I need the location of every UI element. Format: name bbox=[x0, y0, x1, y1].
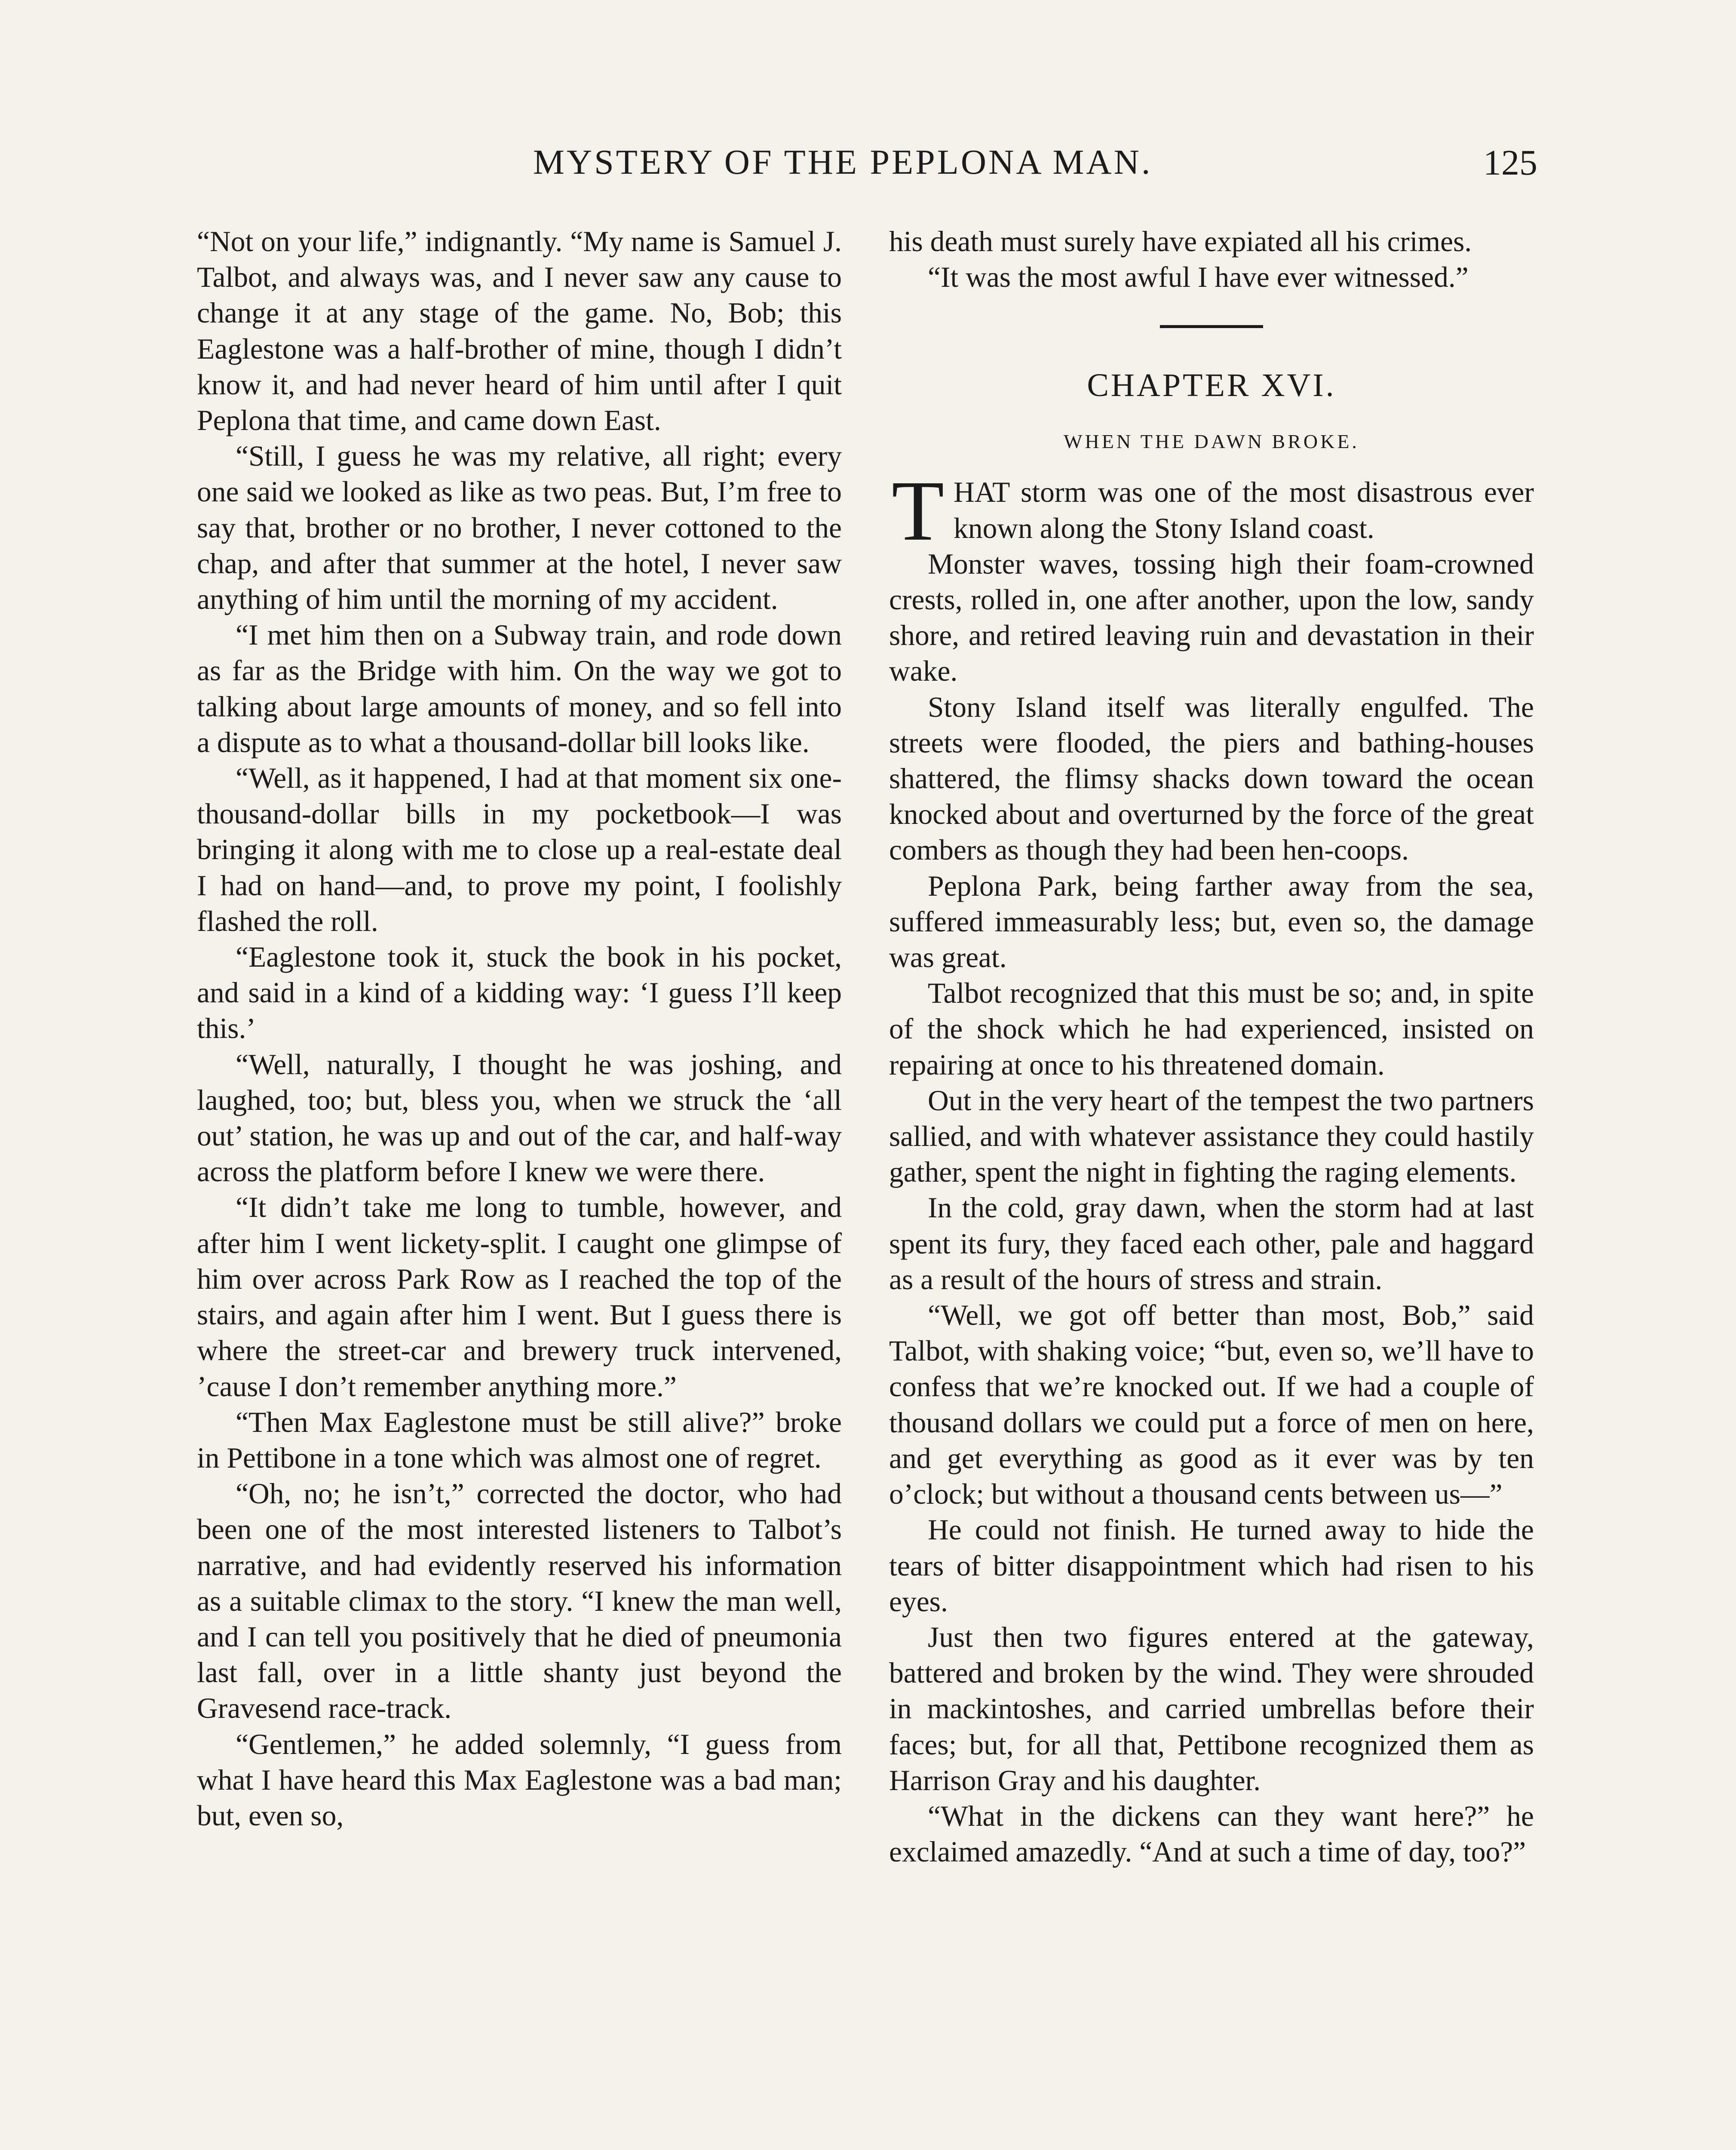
paragraph: “What in the dickens can they want here?” he exclaimed amazedly. “And at such a time of day, too?” bbox=[889, 1800, 1534, 1868]
chapter-subtitle: WHEN THE DAWN BROKE. bbox=[1064, 430, 1359, 453]
paragraph: Monster waves, tossing high their foam-crowned crests, rolled in, one after another, upon the low, sandy shore, and retired leaving ruin and devastation in their wake. bbox=[889, 547, 1534, 688]
paragraph: In the cold, gray dawn, when the storm had at last spent its fury, they faced each other, pale and haggard as a result of the hours of stress and strain. bbox=[889, 1192, 1534, 1296]
paragraph: “Then Max Eaglestone must be still alive?” broke in Pettibone in a tone which was almost one of regret. bbox=[197, 1406, 842, 1474]
page-number: 125 bbox=[1483, 143, 1537, 183]
paragraph: Stony Island itself was literally engulfed. The streets were flooded, the piers and bathing-houses shattered, the flimsy shacks down toward the ocean knocked about and overturned by the force of the great combers as though they had been hen-coops. bbox=[889, 691, 1534, 866]
paragraph: “Well, naturally, I thought he was joshing, and laughed, too; but, bless you, when we struck the ‘all out’ station, he was up and out of the car, and half-way across the platform before I knew we were there. bbox=[197, 1048, 842, 1188]
paragraph: “Still, I guess he was my relative, all right; every one said we looked as like as two peas. But, I’m free to say that, brother or no brother, I never cottoned to the chap, and after that summer at the hotel, I never saw anything of him until the morning of my accident. bbox=[197, 440, 842, 616]
paragraph: Peplona Park, being farther away from the sea, suffered immeasurably less; but, even so, the damage was great. bbox=[889, 869, 1534, 974]
page-header-title: MYSTERY OF THE PEPLONA MAN. bbox=[533, 142, 1153, 181]
chapter-title: CHAPTER XVI. bbox=[1087, 367, 1336, 404]
paragraph: Talbot recognized that this must be so; and, in spite of the shock which he had experienced, insisted on repairing at once to his threatened domain. bbox=[889, 977, 1534, 1081]
paragraph: “Oh, no; he isn’t,” corrected the doctor, who had been one of the most interested listeners to Talbot’s narrative, and had evidently reserved his information as a suitable climax to the story. “I knew the man well, and I can tell you positively that he died of pneumonia last fall, over in a little shanty just beyond the Gravesend race-track. bbox=[197, 1477, 842, 1725]
paragraph: “Well, we got off better than most, Bob,” said Talbot, with shaking voice; “but, even so, we’ll have to confess that we’re knocked out. If we had a couple of thousand dollars we could put a force of men on here, and get everything as good as it ever was by ten o’clock; but without a thousand cents between us—” bbox=[889, 1299, 1534, 1511]
paragraph: his death must surely have expiated all his crimes. bbox=[889, 225, 1472, 258]
paragraph: “It didn’t take me long to tumble, however, and after him I went lickety-split. I caught one glimpse of him over across Park Row as I reached the top of the stairs, and again after him I went. But I guess there is where the street-car and brewery truck intervened, ’cause I don’t remember anything more.” bbox=[197, 1191, 842, 1403]
paragraph: “It was the most awful I have ever witnessed.” bbox=[928, 261, 1469, 294]
chapter-opening-paragraph bbox=[889, 464, 1534, 559]
left-text-column bbox=[197, 224, 842, 1834]
drop-cap: T bbox=[892, 464, 945, 559]
paragraph: “Eaglestone took it, stuck the book in his pocket, and said in a kind of a kidding way: ‘I guess I’ll keep this.’ bbox=[197, 941, 842, 1045]
paragraph: He could not finish. He turned away to hide the tears of bitter disappointment which had risen to his eyes. bbox=[889, 1514, 1534, 1618]
paragraph: “I met him then on a Subway train, and rode down as far as the Bridge with him. On the way we got to talking about large amounts of money, and so fell into a dispute as to what a thousand-dollar bill looks like. bbox=[197, 619, 842, 759]
paragraph: Out in the very heart of the tempest the two partners sallied, and with whatever assistance they could hastily gather, spent the night in fighting the raging elements. bbox=[889, 1084, 1534, 1189]
section-divider bbox=[1160, 325, 1263, 328]
paragraph: “Not on your life,” indignantly. “My name is Samuel J. Talbot, and always was, and I never saw any cause to change it at any stage of the game. No, Bob; this Eaglestone was a half-brother of mine, though I didn’t know it, and had never heard of him until after I quit Peplona that time, and came down East. bbox=[197, 225, 842, 437]
paragraph: “Gentlemen,” he added solemnly, “I guess from what I have heard this Max Eaglestone was a bad man; but, even so, bbox=[197, 1728, 842, 1832]
paragraph: “Well, as it happened, I had at that moment six one-thousand-dollar bills in my pocketbook—I was bringing it along with me to close up a real-estate deal I had on hand—and, to prove my point, I foolishly flashed the roll. bbox=[197, 762, 842, 937]
opening-text: HAT storm was one of the most disastrous ever known along the Stony Island coast. bbox=[954, 476, 1534, 544]
right-text-column bbox=[889, 224, 1534, 1870]
paragraph: Just then two figures entered at the gateway, battered and broken by the wind. They were shrouded in mackintoshes, and carried umbrellas before their faces; but, for all that, Pettibone recognized them as Harrison Gray and his daughter. bbox=[889, 1621, 1534, 1797]
